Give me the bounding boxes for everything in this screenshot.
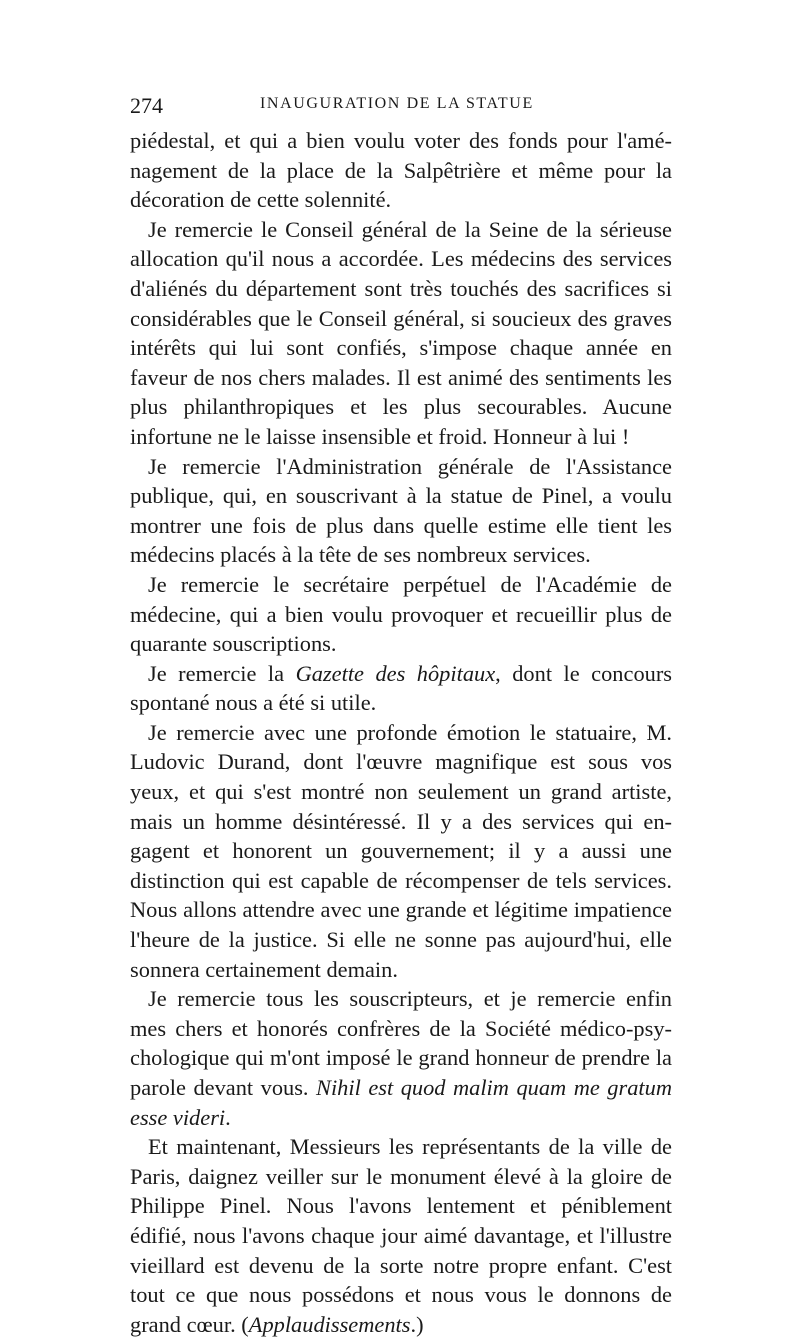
paragraph-4: Je remercie le secrétaire perpétuel de l'Académie de médecine, qui a bien voulu provoquer et recueillir plus de quarante souscriptions. [130,571,672,657]
paragraph-7-end: . [225,1104,231,1130]
paragraph-8 [130,1132,672,1339]
paragraph-2: Je remercie le Conseil général de la Seine de la sérieuse allocation qu'il nous a accordée. Les médecins des services d'aliénés du département sont très touchés des sacrifices si considérables que le Conseil général, si soucieux des graves intérêts qui lui sont confiés, s'impose chaque année en faveur de nos chers malades. Il est animé des sentiments les plus philanthropiques et les plus secourables. Aucune infortune ne le laisse insensible et froid. Honneur à lui ! [130,216,672,449]
page-header [130,93,670,123]
running-head: INAUGURATION DE LA STATUE [260,95,534,112]
paragraph-7-start: Je remercie tous les souscripteurs, et je remercie enfin mes chers et honorés confrères de la Société médico-psychologique qui m'ont imposé le grand honneur de prendre la parole devant vous. [130,986,672,1100]
paragraph-6: Je remercie avec une profonde émotion le statuaire, M. Ludovic Durand, dont l'œuvre magnifique est sous vos yeux, et qui s'est montré non seulement un grand artiste, mais un homme désintéressé. Il y a des services qui engagent et honorent un gouvernement; il y a aussi une distinction qui est capable de récompenser de tels services. Nous allons attendre avec une grande et légitime impatience l'heure de la justice. Si elle ne sonne pas aujourd'hui, elle sonnera certainement demain. [130,719,672,982]
paragraph-8-end: .) [410,1311,424,1337]
applause-note: Applaudissements [248,1311,411,1337]
body-text [130,126,672,1339]
paragraph-5 [130,659,672,718]
paragraph-7 [130,984,672,1132]
paragraph-5-start: Je remercie la [148,660,296,686]
page-number: 274 [130,93,163,118]
paragraph-8-start: Et maintenant, Messieurs les représentants de la ville de Paris, daignez veiller sur le monument élevé à la gloire de Philippe Pinel. Nous l'avons lentement et péniblement édifié, nous l'avons chaque jour aimé davantage, et l'illustre vieillard est devenu de la sorte notre propre enfant. C'est tout ce que nous possédons et nous vous le donnons de grand cœur. ( [130,1134,672,1337]
journal-title: Gazette des hôpitaux [295,660,496,686]
paragraph-3: Je remercie l'Administration générale de l'Assistance publique, qui, en souscrivant à la statue de Pinel, a voulu montrer une fois de plus dans quelle estime elle tient les médecins placés à la tête de ses nombreux services. [130,453,672,568]
paragraph-5-end: , dont le concours spontané nous a été si utile. [130,660,673,716]
paragraph-1: piédestal, et qui a bien voulu voter des fonds pour l'aménagement de la place de la Salpêtrière et même pour la décoration de cette solennité. [130,128,672,213]
latin-quote: Nihil est quod malim quam me gratum esse videri [130,1075,672,1130]
